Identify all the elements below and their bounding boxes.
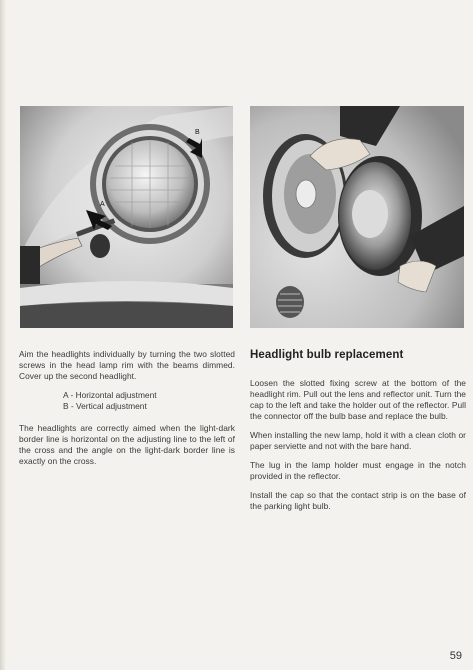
- label-a: A: [100, 201, 105, 208]
- page-number: 59: [449, 650, 462, 662]
- replacement-step-4: Install the cap so that the contact strip is on the base of the parking light bulb.: [250, 490, 466, 511]
- aiming-criteria: The headlights are correctly aimed when the light-dark border line is horizontal on the adjusting line to the left of the cross and the angle on the light-dark border line is exactly on the cross.: [19, 423, 235, 466]
- bulb-replacement-photo: [250, 106, 464, 328]
- replacement-step-2: When installing the new lamp, hold it with a clean cloth or paper serviette and not with the bare hand.: [250, 430, 466, 451]
- headlight-adjustment-photo: [20, 106, 233, 328]
- aiming-instructions: Aim the headlights individually by turning the two slotted screws in the head lamp rim with the beams dimmed. Cover up the second headlight.: [19, 349, 235, 381]
- label-b: B: [195, 129, 200, 136]
- left-text-column: [19, 349, 235, 475]
- adjustment-legend: [63, 390, 235, 412]
- replacement-step-1: Loosen the slotted fixing screw at the bottom of the headlight rim. Pull out the lens and reflector unit. Turn the cap to the left and take the holder out of the reflector. Pull the connector off the bulb base and replace the bulb.: [250, 378, 466, 421]
- legend-item-horizontal: A - Horizontal adjustment: [63, 390, 157, 400]
- legend-item-vertical: B - Vertical adjustment: [63, 401, 147, 411]
- page-spine-shadow: [0, 0, 6, 670]
- right-text-column: [250, 349, 466, 520]
- section-title: Headlight bulb replacement: [250, 349, 404, 361]
- replacement-step-3: The lug in the lamp holder must engage in the notch provided in the reflector.: [250, 460, 466, 481]
